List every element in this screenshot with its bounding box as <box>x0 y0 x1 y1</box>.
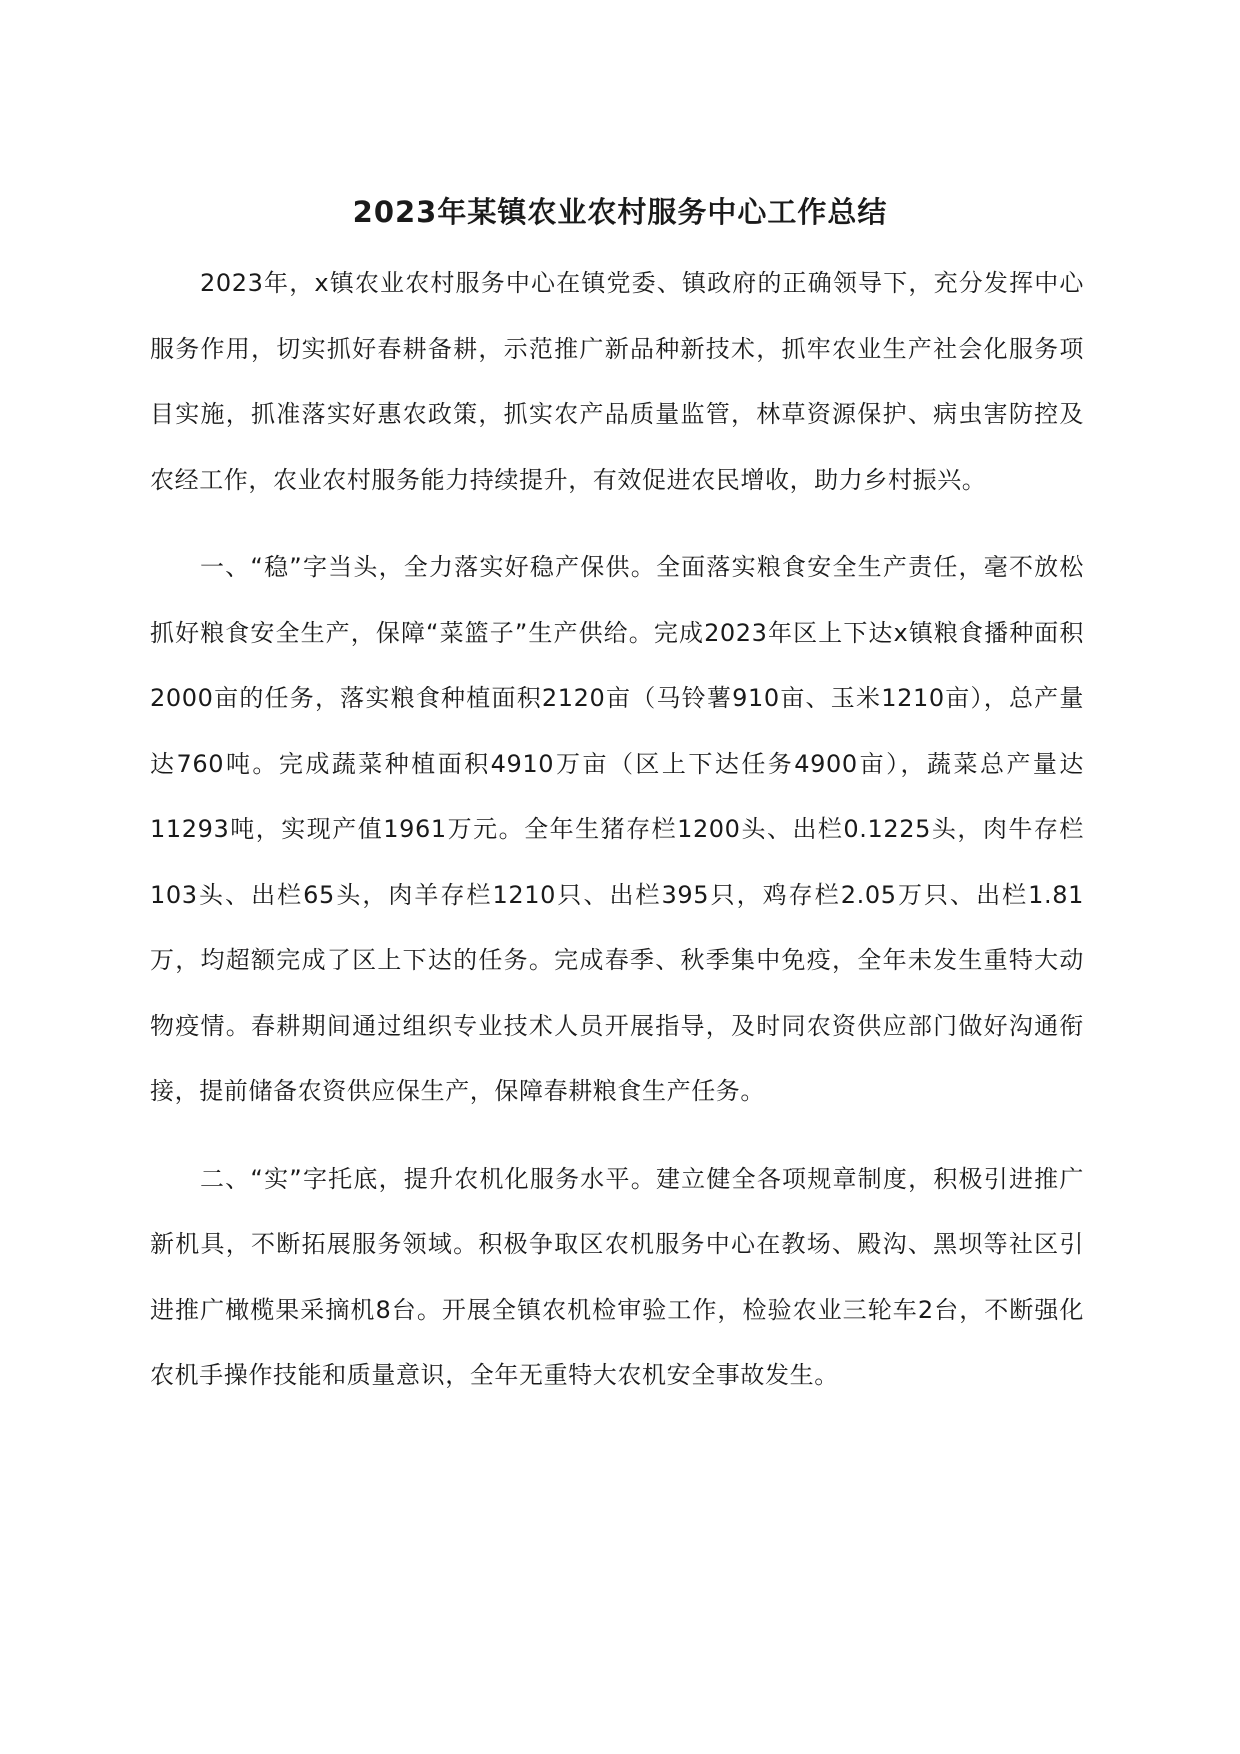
document-body <box>150 251 1084 1431</box>
paragraph-section-1: 一、“稳”字当头，全力落实好稳产保供。全面落实粮食安全生产责任，毫不放松抓好粮食安全生产，保障“菜篮子”生产供给。完成2023年区上下达x镇粮食播种面积2000亩的任务，落实粮食种植面积2120亩（马铃薯910亩、玉米1210亩），总产量达760吨。完成蔬菜种植面积4910万亩（区上下达任务4900亩），蔬菜总产量达11293吨，实现产值1961万元。全年生猪存栏1200头、出栏0.1225头，肉牛存栏103头、出栏65头，肉羊存栏1210只、出栏395只，鸡存栏2.05万只、出栏1.81万，均超额完成了区上下达的任务。完成春季、秋季集中免疫，全年未发生重特大动物疫情。春耕期间通过组织专业技术人员开展指导，及时同农资供应部门做好沟通衔接，提前储备农资供应保生产，保障春耕粮食生产任务。 <box>150 553 1084 1105</box>
paragraph-intro: 2023年，x镇农业农村服务中心在镇党委、镇政府的正确领导下，充分发挥中心服务作用，切实抓好春耕备耕，示范推广新品种新技术，抓牢农业生产社会化服务项目实施，抓准落实好惠农政策，抓实农产品质量监管，林草资源保护、病虫害防控及农经工作，农业农村服务能力持续提升，有效促进农民增收，助力乡村振兴。 <box>150 269 1084 494</box>
paragraph-section-2: 二、“实”字托底，提升农机化服务水平。建立健全各项规章制度，积极引进推广新机具，不断拓展服务领域。积极争取区农机服务中心在教场、殿沟、黑坝等社区引进推广橄榄果采摘机8台。开展全镇农机检审验工作，检验农业三轮车2台，不断强化农机手操作技能和质量意识，全年无重特大农机安全事故发生。 <box>150 1164 1084 1389</box>
document-title: 2023年某镇农业农村服务中心工作总结 <box>352 195 888 229</box>
